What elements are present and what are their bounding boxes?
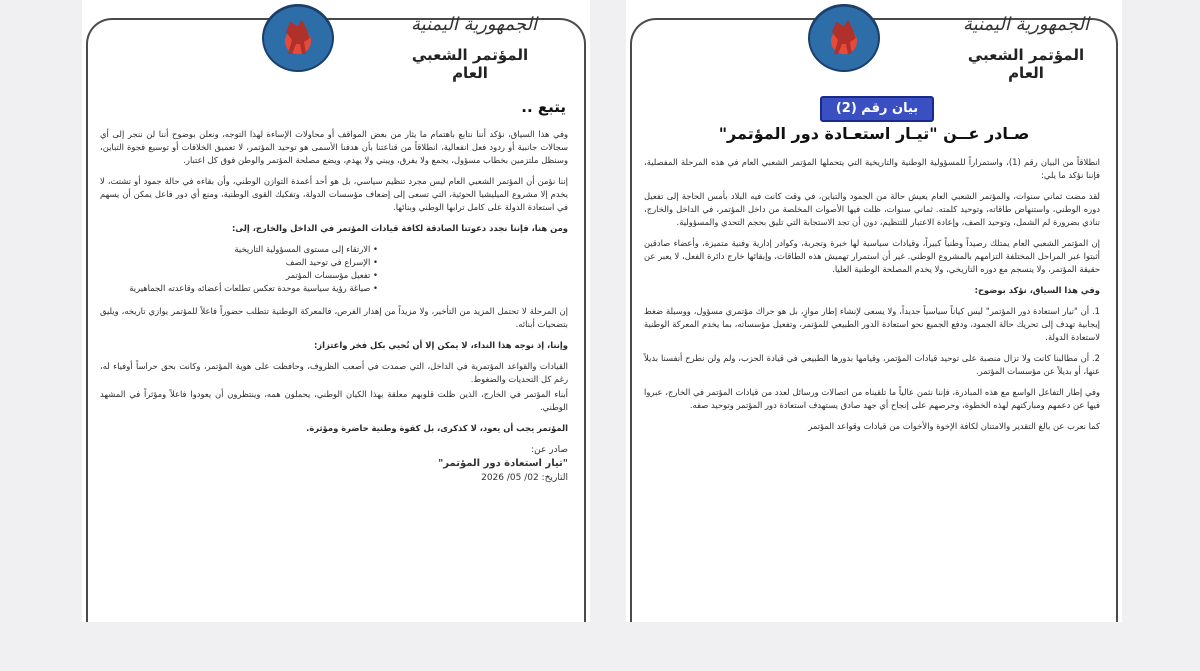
party-logo-icon (262, 4, 334, 72)
right-body-text (644, 156, 1100, 441)
list-item: • الإسراع في توحيد الصف (100, 256, 378, 269)
paragraph: وفي إطار التفاعل الواسع مع هذه المبادرة، فإننا نثمن عالياً ما تلقيناه من اتصالات ورسائل لعدد من قيادات المؤتمر في الخارج، عبروا فيها عن دعمهم ومباركتهم لهذه الخطوة، وحرصهم على إنجاح أي جهد صادق يستهدف استعادة دور المؤتمر وتوحيد صفه. (644, 387, 1100, 410)
appeal-intro: وإننا، إذ نوجه هذا النداء، لا يمكن إلا أن نُحيي بكل فخر واعتزاز: (313, 340, 568, 350)
paragraph: إننا نؤمن أن المؤتمر الشعبي العام ليس مجرد تنظيم سياسي، بل هو أحد أعمدة التوازن الوطني، وأن بقاءه في حالة جمود أو تشتت، لا يخدم إلا مشروع الميليشيا الحوثية، التي تسعى إلى إضعاف مؤسسات الدولة، وتفكيك القوى الوطنية، ومنع أي دور فاعل يمكن أن يسهم في استعادة الدولة على كامل ترابها الوطني وبنائها. (100, 176, 568, 212)
letterhead (82, 0, 590, 80)
appeal-item: القيادات والقواعد المؤتمرية في الداخل، التي صمدت في أصعب الظروف، وحافظت على هوية المؤتمر، وكانت بحق حراساً أوفياء له، رغم كل التحديات والضغوط. (100, 361, 568, 384)
signature-block (100, 443, 568, 485)
appeal-item: أبناء المؤتمر في الخارج، الذين ظلت قلوبهم معلقة بهذا الكيان الوطني، يحملون همه، وينتظرون أن يعودوا فاعلاً ومؤثراً في المشهد الوطني. (100, 389, 568, 412)
party-logo-icon (808, 4, 880, 72)
left-body-text (100, 128, 568, 485)
letterhead-calligraphy: الجمهورية اليمنية (962, 14, 1090, 35)
horse-icon (826, 16, 862, 58)
paragraph: كما نعرب عن بالغ التقدير والامتنان لكافة الإخوة والأخوات من قيادات وقواعد المؤتمر (808, 421, 1100, 431)
paragraph: إن المرحلة لا تحتمل المزيد من التأخير، ولا مزيداً من إهدار الفرص، فالمعركة الوطنية تتطلب حضوراً فاعلاً للمؤتمر يوازي تاريخه، ويليق بتضحيات أبنائه. (100, 306, 568, 329)
document-page-left (82, 0, 590, 622)
numbered-item: 1. أن "تيار استعادة دور المؤتمر" ليس كياناً سياسياً جديداً، ولا يسعى لإنشاء إطار موازٍ، بل هو حراك مؤتمري مسؤول، ووسيلة ضغط إيجابية تهدف إلى تحريك حالة الجمود، ودفع الجميع نحو استعادة الدور الطبيعي للمؤتمر، وتفعيل مؤسساته، بما يخدم المعركة الوطنية لاستعادة الدولة. (644, 306, 1100, 342)
context-line: وفي هذا السياق، نؤكد بوضوح: (974, 285, 1100, 295)
paragraph: إن المؤتمر الشعبي العام يمتلك رصيداً وطنياً كبيراً، وقيادات سياسية لها خبرة وتجربة، وكوادر إدارية وفنية متميزة، وأعضاء صادقين أثبتوا عبر المراحل المختلفة التزامهم بالمشروع الوطني. غير أن استمرار تهميش هذه الطاقات، وإبقائها خارج دائرة الفعل، لا يعبر عن حقيقة المؤتمر، ولا ينسجم مع دوره التاريخي، ولا يخدم المصلحة الوطنية العليا. (644, 238, 1100, 274)
date-line: التاريخ: 02/ 05/ 2026 (481, 473, 568, 483)
numbered-item: 2. أن مطالبنا كانت ولا تزال منصبة على توحيد قيادات المؤتمر، وقيامها بدورها الطبيعي في قيادة الحزب، ولم ولن نطرح أنفسنا بديلاً عنها، أو بديلاً عن مؤسسات المؤتمر. (644, 353, 1100, 376)
issued-by-label: صادر عن: (531, 445, 568, 455)
closing-line: المؤتمر يجب أن يعود، لا كذكرى، بل كقوة وطنية حاضرة ومؤثرة. (306, 423, 568, 433)
paragraph: وفي هذا السياق، نؤكد أننا نتابع باهتمام ما يثار من بعض المواقف أو محاولات الإساءة لهذا التوجه، ونعلن بوضوح أننا لن ننجر إلى أي سجالات جانبية أو ردود فعل انفعالية، انطلاقاً من قناعتنا بأن هدفنا الأسمى هو توحيد المؤتمر، لا تعميق الخلافات أو توسيع فجوة التباين، وسنظل ملتزمين بخطاب مسؤول، يجمع ولا يفرق، ويبني ولا يهدم، ويضع مصلحة المؤتمر والوطن فوق كل اعتبار. (100, 129, 568, 165)
list-item: • صياغة رؤية سياسية موحدة تعكس تطلعات أعضائه وقاعدته الجماهيرية (100, 282, 378, 295)
issued-by-name: "تيار استعادة دور المؤتمر" (438, 458, 568, 469)
list-item: • الارتقاء إلى مستوى المسؤولية التاريخية (100, 243, 378, 256)
letterhead (626, 0, 1122, 80)
paragraph: انطلاقاً من البيان رقم (1)، واستمراراً للمسؤولية الوطنية والتاريخية التي يتحملها المؤتمر الشعبي العام في هذه المرحلة المفصلية، فإننا نؤكد ما يلي: (644, 157, 1100, 180)
party-name: المؤتمر الشعبي العام (411, 46, 529, 82)
list-item: • تفعيل مؤسسات المؤتمر (100, 269, 378, 282)
statement-number-badge: بيان رقم (2) (820, 96, 934, 122)
issued-by-title: صـادر عــن "تيـار استعـادة دور المؤتمر" (718, 124, 1030, 143)
horse-icon (280, 16, 316, 58)
party-name: المؤتمر الشعبي العام (967, 46, 1085, 82)
document-page-right (626, 0, 1122, 622)
continued-heading: يتبع .. (521, 98, 566, 116)
call-line: ومن هنا، فإننا نجدد دعوتنا الصادقة لكافة قيادات المؤتمر في الداخل والخارج، إلى: (231, 223, 568, 233)
demands-list (100, 243, 568, 295)
letterhead-calligraphy: الجمهورية اليمنية (410, 14, 538, 35)
paragraph: لقد مضت ثماني سنوات، والمؤتمر الشعبي العام يعيش حالة من الجمود والتباين، في وقت كانت فيه البلاد بأمس الحاجة إلى تفعيل دوره الوطني، واستنهاض طاقاته، وتوحيد كلمته. ثماني سنوات، ظلت فيها الأصوات المخلصة من داخل المؤتمر، في الداخل والخارج، تنادي بضرورة لم الشمل، وتوحيد الصف، وإعادة الاعتبار للتنظيم، دون أن تجد الاستجابة التي تليق بحجم التحدي والمسؤولية. (644, 191, 1100, 227)
